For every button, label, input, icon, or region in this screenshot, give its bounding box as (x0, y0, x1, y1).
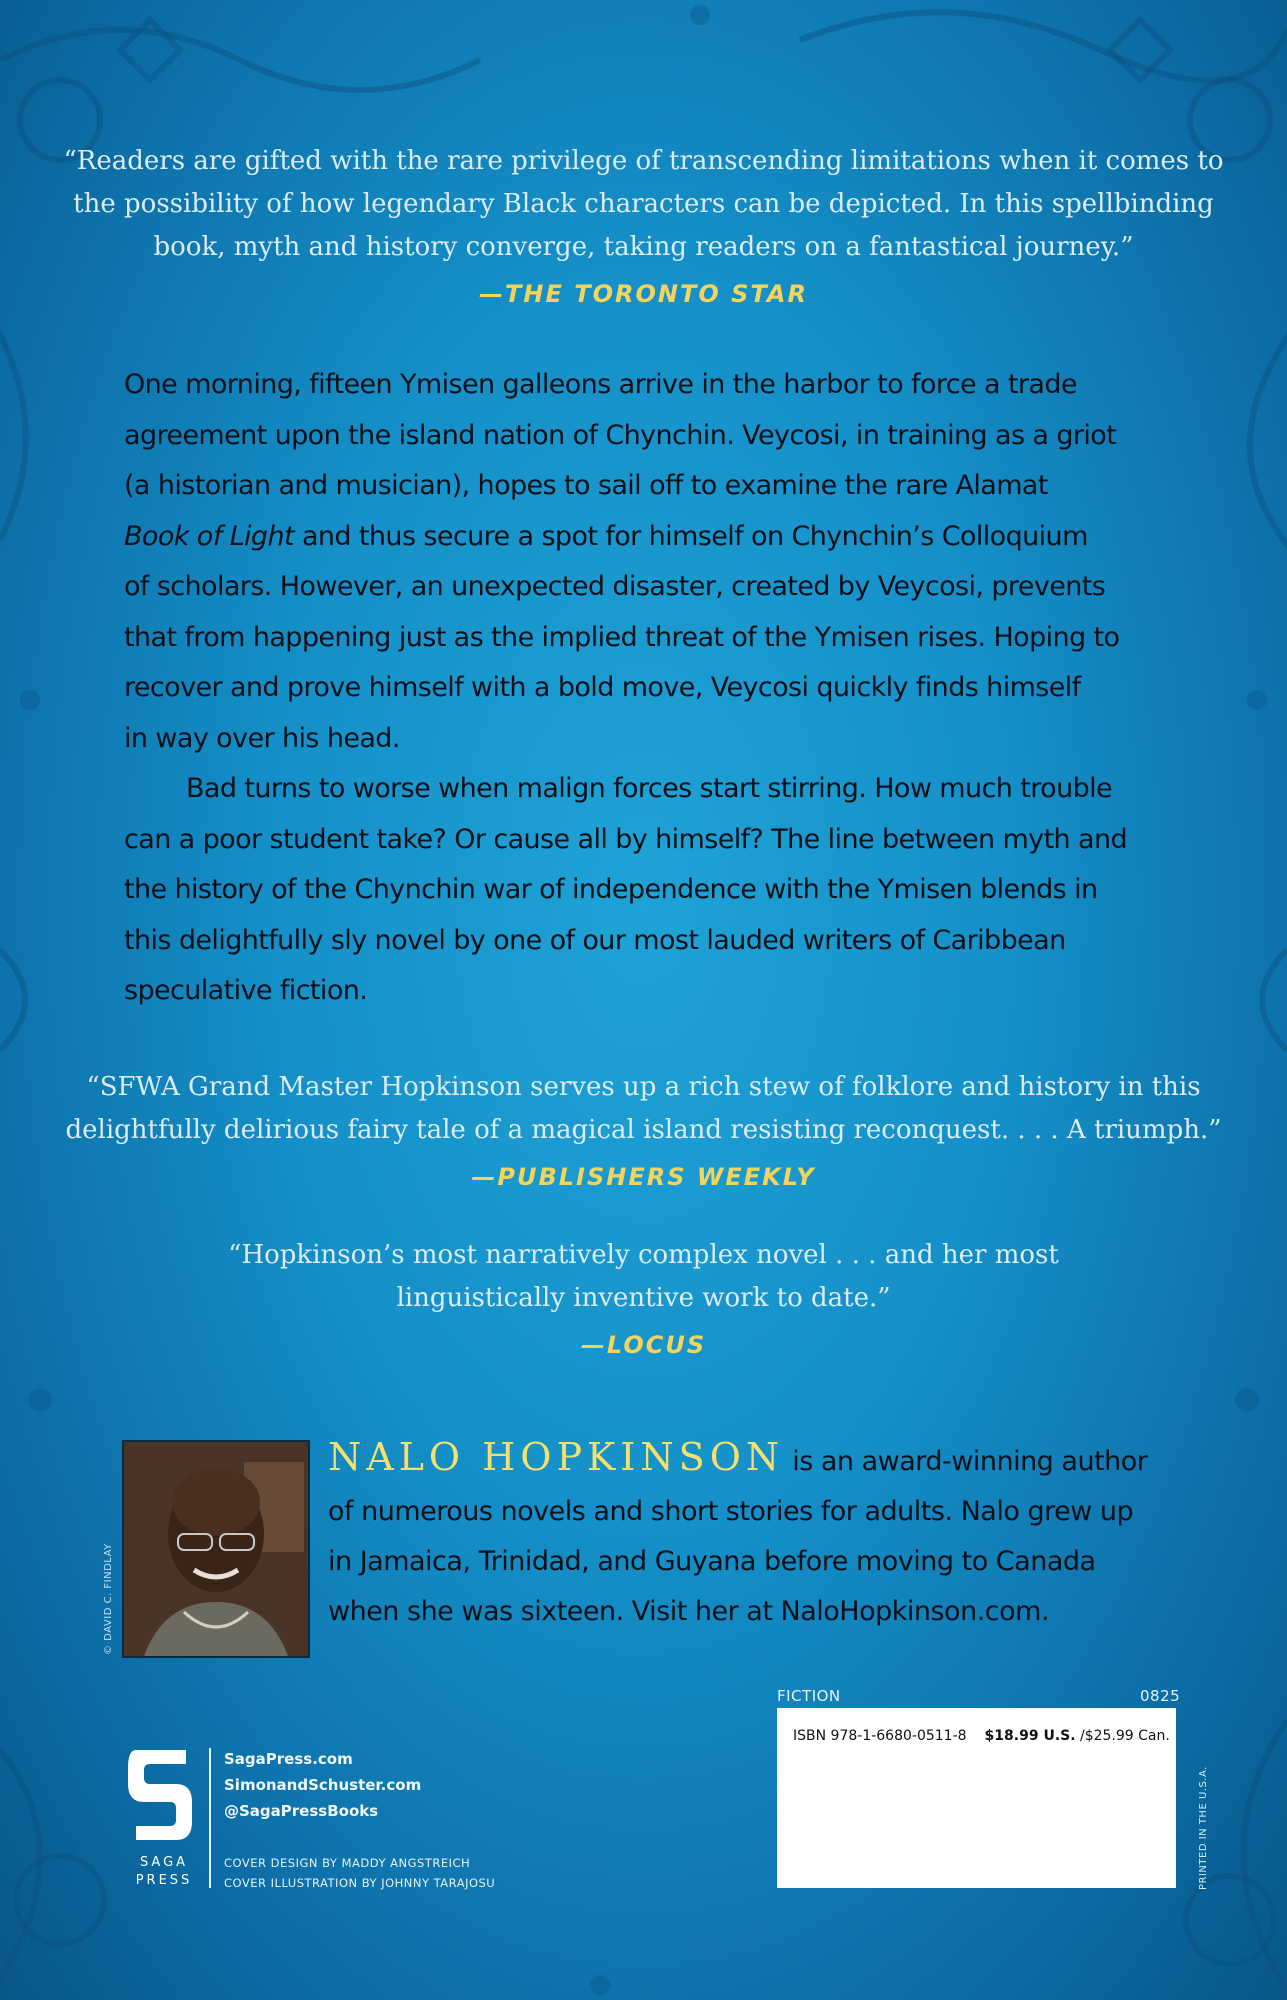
review-quote-toronto-star (0, 140, 1287, 316)
price-can: /$25.99 Can. (1075, 1728, 1170, 1744)
author-name: NALO HOPKINSON (328, 1435, 785, 1479)
author-bio (328, 1432, 1173, 1637)
isbn-row (793, 1728, 1170, 1744)
price-code: 0825 (1140, 1687, 1181, 1705)
barcode-box (777, 1708, 1176, 1888)
publisher-link[interactable]: SimonandSchuster.com (224, 1776, 422, 1794)
cover-design-credit: COVER DESIGN BY MADDY ANGSTREICH (224, 1856, 471, 1870)
book-description (124, 360, 1169, 1017)
bio-line: when she was sixteen. Visit her at NaloHopkinson.com. (328, 1596, 1050, 1627)
publisher-link[interactable]: SagaPress.com (224, 1750, 353, 1768)
bio-text: is an award-winning author (784, 1446, 1148, 1477)
quote-line: the possibility of how legendary Black characters can be depicted. In this spellbinding (73, 189, 1214, 219)
blurb-line: Bad turns to worse when malign forces start stirring. How much trouble (186, 773, 1113, 804)
blurb-line: that from happening just as the implied threat of the Ymisen rises. Hoping to (124, 621, 1120, 653)
blurb-line (124, 512, 1169, 563)
quote-line: “Readers are gifted with the rare privilege of transcending limitations when it comes to (63, 146, 1224, 176)
quote-source: —PUBLISHERS WEEKLY (471, 1163, 816, 1191)
blurb-line: the history of the Chynchin war of independence with the Ymisen blends in (124, 874, 1098, 905)
quote-line: book, myth and history converge, taking readers on a fantastical journey.” (153, 232, 1134, 262)
quote-source: —LOCUS (580, 1331, 707, 1359)
logo-saga-text: SAGA (139, 1855, 189, 1870)
book-title-italic: Book of Light (124, 520, 294, 552)
author-photo (122, 1440, 310, 1658)
quote-line: linguistically inventive work to date.” (396, 1283, 891, 1313)
blurb-line: can a poor student take? Or cause all by himself? The line between myth and (124, 823, 1128, 855)
blurb-line: (a historian and musician), hopes to sail off to examine the rare Alamat (124, 470, 1048, 501)
blurb-line: of scholars. However, an unexpected disaster, created by Veycosi, prevents (124, 571, 1106, 602)
quote-line: “Hopkinson’s most narratively complex novel . . . and her most (228, 1240, 1059, 1270)
saga-press-logo (128, 1748, 200, 1888)
blurb-line: in way over his head. (124, 722, 400, 754)
isbn: ISBN 978-1-6680-0511-8 (793, 1728, 967, 1744)
price-us: $18.99 U.S. (984, 1728, 1076, 1744)
blurb-line: recover and prove himself with a bold move, Veycosi quickly finds himself (124, 672, 1081, 703)
logo-press-text: PRESS (135, 1873, 193, 1888)
printed-in-usa: PRINTED IN THE U.S.A. (1198, 1766, 1209, 1890)
quote-source: —THE TORONTO STAR (479, 280, 808, 308)
bio-line: of numerous novels and short stories for adults. Nalo grew up (328, 1496, 1134, 1527)
publisher-social-handle[interactable]: @SagaPressBooks (224, 1802, 379, 1820)
cover-illustration-credit: COVER ILLUSTRATION BY JOHNNY TARAJOSU (224, 1876, 496, 1890)
bio-line: in Jamaica, Trinidad, and Guyana before moving to Canada (328, 1546, 1096, 1577)
blurb-line: One morning, fifteen Ymisen galleons arrive in the harbor to force a trade (124, 369, 1077, 400)
review-quote-locus (0, 1234, 1287, 1367)
blurb-line: this delightfully sly novel by one of our most lauded writers of Caribbean (124, 924, 1066, 956)
bio-first-line (328, 1432, 1173, 1487)
review-quote-publishers-weekly (0, 1066, 1287, 1199)
category-label: FICTION (777, 1687, 841, 1705)
blurb-line: speculative fiction. (124, 975, 368, 1006)
blurb-line-rest: and thus secure a spot for himself on Chynchin’s Colloquium (293, 520, 1088, 552)
quote-line: “SFWA Grand Master Hopkinson serves up a rich stew of folklore and history in this (86, 1072, 1201, 1102)
blurb-line: agreement upon the island nation of Chynchin. Veycosi, in training as a griot (124, 419, 1117, 451)
logo-divider (209, 1748, 211, 1888)
quote-line: delightfully delirious fairy tale of a magical island resisting reconquest. . . . A triumph.” (65, 1115, 1222, 1145)
photo-credit: © DAVID C. FINDLAY (103, 1543, 114, 1655)
